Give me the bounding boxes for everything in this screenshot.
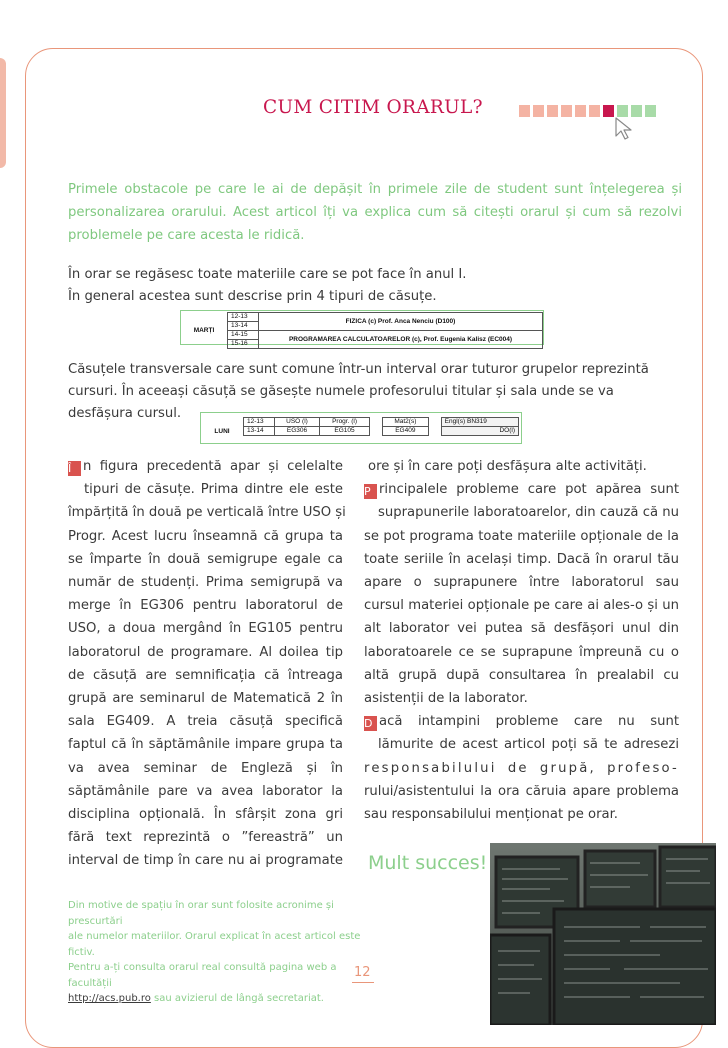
text-line: responsabilului de grupă, profeso- xyxy=(364,760,679,776)
text-line: de căsuță are semnificația că întreaga xyxy=(68,667,343,683)
title-square xyxy=(589,105,600,117)
text-line: toate seriile în același timp. Dacă în orarul tău xyxy=(364,551,679,567)
schedule-seminar: Mat2(s) xyxy=(383,418,429,427)
title-square xyxy=(603,105,614,117)
text-line: împărțită în două pe verticală între USO și xyxy=(68,505,346,521)
text-line: disciplina opțională. În sfârșit zona gri xyxy=(68,807,343,823)
schedule-slot: 12-13 xyxy=(228,313,259,322)
title-square xyxy=(561,105,572,117)
text-line: sala EG409. A treia căsuță specifică xyxy=(68,714,343,730)
text-line: cursul materiei opționale pe care ai ales-o și un xyxy=(364,598,679,614)
page-title: CUM CITIM ORARUL? xyxy=(263,97,483,118)
schedule-course: PROGRAMAREA CALCULATOARELOR (c), Prof. Eugenia Kalisz (EC004) xyxy=(259,331,543,349)
text-line: faptul că în săptămânile impare grupa ta xyxy=(68,737,343,753)
text-line: suprapunerile laboratoarelor, din cauză că nu xyxy=(378,505,679,521)
chalkboard-photo xyxy=(490,843,716,1025)
text-line: apare o suprapunere între laboratorul sau xyxy=(364,575,679,591)
text-line: număr de studenți. Prima semigrupă va xyxy=(68,575,343,591)
footnote-line: Pentru a-ți consulta orarul real consultă pagina web a facultății xyxy=(68,962,337,989)
text-line: laboratorul de programare. Al doilea tip xyxy=(68,644,343,660)
title-square xyxy=(547,105,558,117)
schedule-lab: USO (l) xyxy=(275,418,320,427)
title-square xyxy=(645,105,656,117)
dropcap-d: D xyxy=(364,716,377,731)
schedule-day: LUNI xyxy=(214,427,230,435)
schedule-slot: 13-14 xyxy=(244,427,275,436)
right-column xyxy=(364,455,679,826)
footnote xyxy=(68,898,368,1007)
faculty-website-link[interactable]: http://acs.pub.ro xyxy=(68,993,151,1004)
text-line: săptămânile pare va avea laborator la xyxy=(68,783,343,799)
text-line: Căsuțele transversale care sunt comune într-un interval orar tuturor grupelor reprezintă xyxy=(68,362,649,377)
schedule-slot: 13-14 xyxy=(228,322,259,331)
schedule-day: MARȚI xyxy=(193,326,215,334)
text-line: lămurite de acest articol poți să te adresezi xyxy=(378,737,679,753)
schedule-room: EG105 xyxy=(319,427,369,436)
text-line: merge în EG306 pentru laboratorul de xyxy=(68,598,343,614)
page-number-underline xyxy=(352,982,374,983)
title-square xyxy=(519,105,530,117)
text-line: laboratoarele ce se suprapune împreună cu o xyxy=(364,644,679,660)
schedule-optional: DO(l) xyxy=(441,427,518,436)
text-line: va avea seminar de Engleză și în xyxy=(68,760,343,776)
schedule-slot: 12-13 xyxy=(244,418,275,427)
text-line: rului/asistentului la ora căruia apare problema xyxy=(364,783,679,799)
text-line: n figura precedentă apar și celelalte xyxy=(83,459,343,474)
text-line: fără text reprezintă o ”fereastră” un xyxy=(68,830,343,846)
text-line: tipuri de căsuțe. Prima dintre ele este xyxy=(84,482,343,498)
text-line: ore și în care poți desfășura alte activități. xyxy=(368,459,647,474)
text-line: sau responsabilului menționat pe orar. xyxy=(364,807,618,823)
dropcap-p: P xyxy=(364,484,377,499)
schedule-intro-paragraph xyxy=(68,264,678,308)
text-line: USO, a doua mergând în EG105 pentru xyxy=(68,621,343,637)
schedule-optional: Engl(s) BN319 xyxy=(441,418,518,427)
left-edge-tab xyxy=(0,58,6,168)
text-line: În general acestea sunt descrise prin 4 tipuri de căsuțe. xyxy=(68,289,437,304)
lab-schedule-box xyxy=(200,412,522,444)
text-line: altă grupă după consultarea în prealabil cu xyxy=(364,667,679,683)
text-line: Progr. Acest lucru înseamnă că grupa ta xyxy=(68,528,343,544)
schedule-slot: 15-16 xyxy=(228,340,259,349)
footnote-line: sau avizierul de lângă secretariat. xyxy=(150,993,324,1004)
text-line: desfășura cursul. xyxy=(68,406,182,421)
text-line: acă intampini probleme care nu sunt xyxy=(379,714,679,730)
text-line: interval de timp în care nu ai programate xyxy=(68,853,343,869)
arrow-cursor-icon xyxy=(614,116,636,142)
left-column xyxy=(68,455,346,873)
page-number: 12 xyxy=(354,965,371,980)
text-line: se pot programa toate materiile opționale de la xyxy=(364,528,679,544)
intro-paragraph: Primele obstacole pe care le ai de depășit în primele zile de student sunt înțelegerea și personalizarea orarului. Acest articol îți va explica cum să citești orarul și cum să rezolvi problemele pe care acesta le ridică. xyxy=(68,182,682,243)
dropcap-i: Î xyxy=(68,461,81,476)
schedule-lab: Progr. (l) xyxy=(319,418,369,427)
schedule-room: EG409 xyxy=(383,427,429,436)
text-line: grupă are seminarul de Matematică 2 în xyxy=(68,691,343,707)
closing-message: Mult succes! xyxy=(368,852,488,874)
footnote-line: ale numelor materiilor. Orarul explicat în acest articol este fictiv. xyxy=(68,931,361,958)
text-line: se împarte în două semigrupe egale ca xyxy=(68,551,343,567)
schedule-course: FIZICA (c) Prof. Anca Nenciu (D100) xyxy=(259,313,543,331)
text-line: rincipalele probleme care pot apărea sunt xyxy=(379,482,679,498)
title-square xyxy=(575,105,586,117)
schedule-room: EG306 xyxy=(275,427,320,436)
text-line: În orar se regăsesc toate materiile care se pot face în anul I. xyxy=(68,267,467,282)
text-line: cursuri. În aceeași căsuță se găsește numele profesorului titular și sala unde se va xyxy=(68,384,614,399)
text-line: asistenții de la laborator. xyxy=(364,691,528,707)
text-line: alt laborator vei putea să desfășori unul din xyxy=(364,621,679,637)
schedule-slot: 14-15 xyxy=(228,331,259,340)
footnote-line: Din motive de spațiu în orar sunt folosite acronime și prescurtări xyxy=(68,900,334,927)
course-schedule-box xyxy=(180,310,544,345)
title-square xyxy=(533,105,544,117)
